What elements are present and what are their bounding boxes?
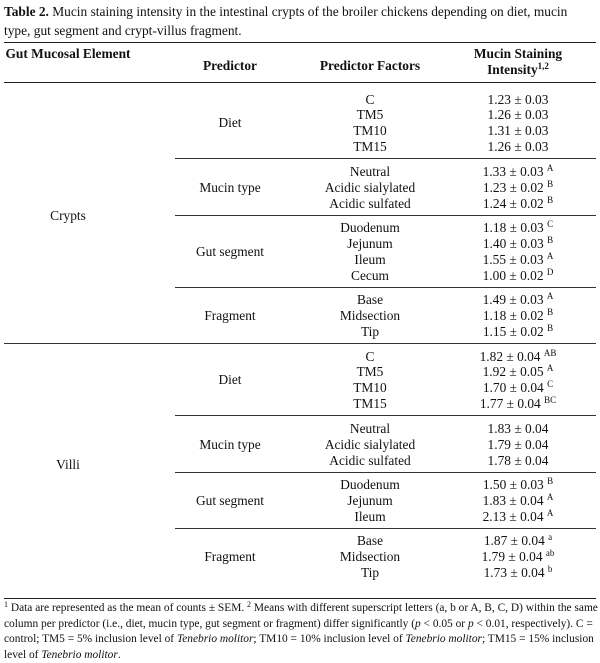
value-text: 1.77 ± 0.04 xyxy=(479,396,541,412)
section-divider xyxy=(4,343,596,344)
value-text: 1.00 ± 0.02 xyxy=(482,267,544,283)
predictor-factor: TM10 xyxy=(353,123,387,139)
predictor-factor: TM15 xyxy=(353,139,387,155)
predictor-factor: Midsection xyxy=(339,308,401,324)
mucin-staining-value xyxy=(453,268,583,284)
predictor-factor: Tip xyxy=(360,565,380,581)
footnote-text-3: < 0.05 or xyxy=(420,617,468,630)
significance-superscript: A xyxy=(546,507,554,518)
footnote-p-2: p xyxy=(467,617,474,630)
value-text: 1.15 ± 0.02 xyxy=(482,324,544,339)
value-text: 1.18 ± 0.02 xyxy=(482,308,544,324)
predictor-factor: Jejunum xyxy=(347,235,393,251)
value-text: 1.70 ± 0.04 xyxy=(482,380,544,396)
predictor-label: Mucin type xyxy=(199,179,261,195)
significance-superscript: B xyxy=(547,307,554,318)
significance-superscript: C xyxy=(547,219,554,229)
significance-superscript: AB xyxy=(543,347,557,358)
predictor-factor: Ileum xyxy=(354,508,386,524)
mucin-staining-value xyxy=(453,324,583,340)
footnote-text-2: Means with different superscript letters (a, b or A, B, C, D) within the same column per predictor (i.e., diet, mucin type, gut segment or fragment) differ significantly ( xyxy=(4,602,598,630)
predictor-factor: TM5 xyxy=(356,364,384,380)
predictor-factor: Ileum xyxy=(354,251,386,267)
value-text: 1.23 ± 0.03 xyxy=(487,91,549,107)
group-divider xyxy=(175,158,596,159)
predictor-factor: TM10 xyxy=(353,380,387,396)
value-text: 1.79 ± 0.04 xyxy=(481,549,543,565)
bottom-rule xyxy=(4,598,596,599)
group-divider xyxy=(175,472,596,473)
predictor-factor: Acidic sulfated xyxy=(329,452,411,468)
significance-superscript: A xyxy=(546,291,554,302)
header-gut-mucosal-element: Gut Mucosal Element xyxy=(5,46,131,61)
header-intensity-sup: 1,2 xyxy=(537,61,549,71)
footnote-text-1: Data are represented as the mean of counts ± SEM. xyxy=(8,602,248,614)
mucin-staining-value xyxy=(453,196,583,212)
significance-superscript: A xyxy=(546,363,554,374)
predictor-label: Fragment xyxy=(204,549,256,565)
footnote-species-2: Tenebrio molitor xyxy=(405,633,482,645)
value-text: 1.18 ± 0.03 xyxy=(482,220,544,235)
value-text: 1.79 ± 0.04 xyxy=(487,436,549,452)
value-text: 1.55 ± 0.03 xyxy=(482,251,544,267)
footnote-p-1: p xyxy=(415,617,421,630)
element-label: Villi xyxy=(56,456,80,472)
footnote-sup-1: 1 xyxy=(4,600,8,609)
predictor-label: Fragment xyxy=(204,308,256,324)
mucin-staining-value xyxy=(453,236,583,252)
mucin-staining-value xyxy=(453,364,583,380)
footnote-sup-2: 2 xyxy=(247,600,252,609)
mucin-staining-value xyxy=(453,421,583,437)
mucin-staining-value xyxy=(453,549,583,565)
significance-superscript: D xyxy=(546,266,554,277)
value-text: 1.50 ± 0.03 xyxy=(482,477,544,492)
value-text: 1.33 ± 0.03 xyxy=(482,163,544,179)
mucin-staining-value xyxy=(453,509,583,525)
footnote-species-3: Tenebrio molitor xyxy=(41,648,118,661)
value-text: 1.92 ± 0.05 xyxy=(482,364,544,380)
significance-superscript: B xyxy=(547,234,554,245)
predictor-factor: Midsection xyxy=(339,549,401,565)
predictor-factor: TM15 xyxy=(353,396,387,412)
predictor-factor: Duodenum xyxy=(340,477,400,492)
value-text: 1.26 ± 0.03 xyxy=(487,107,549,123)
significance-superscript: B xyxy=(547,323,554,333)
value-text: 1.24 ± 0.02 xyxy=(482,195,544,211)
group-divider xyxy=(175,415,596,416)
predictor-factor: TM5 xyxy=(356,107,384,123)
caption-label: Table 2. xyxy=(4,4,49,19)
footnote-text-5: ; TM10 = 10% inclusion level of xyxy=(253,633,406,645)
mucin-staining-value xyxy=(453,565,583,581)
mucin-staining-value xyxy=(453,180,583,196)
mucin-staining-value xyxy=(453,349,583,365)
value-text: 1.82 ± 0.04 xyxy=(479,348,541,364)
mucin-staining-value xyxy=(453,396,583,412)
predictor-label: Diet xyxy=(218,372,242,388)
footnote-text-7: . xyxy=(117,648,121,661)
predictor-factor: Tip xyxy=(360,324,380,339)
predictor-factor: Acidic sialylated xyxy=(324,179,416,195)
predictor-factor: Acidic sulfated xyxy=(329,195,411,211)
mucin-staining-value xyxy=(453,453,583,469)
predictor-label: Gut segment xyxy=(195,243,265,259)
predictor-factor: Jejunum xyxy=(347,492,393,508)
mucin-staining-value xyxy=(453,164,583,180)
table-caption xyxy=(4,2,596,40)
significance-superscript: B xyxy=(547,476,554,486)
significance-superscript: b xyxy=(547,564,553,575)
significance-superscript: A xyxy=(546,250,554,261)
significance-superscript: C xyxy=(547,379,554,390)
mucin-staining-value xyxy=(453,380,583,396)
value-text: 1.87 ± 0.04 xyxy=(483,533,545,549)
element-label: Crypts xyxy=(50,207,86,223)
predictor-factor: Neutral xyxy=(349,163,391,179)
value-text: 1.26 ± 0.03 xyxy=(487,139,549,155)
predictor-factor: Duodenum xyxy=(340,220,400,235)
predictor-label: Mucin type xyxy=(199,436,261,452)
mucin-staining-value xyxy=(453,107,583,123)
header-predictor: Predictor xyxy=(202,58,258,73)
caption-text: Mucin staining intensity in the intestinal crypts of the broiler chickens depending on diet, mucin type, gut segment and crypt-villus fragment. xyxy=(4,4,568,38)
group-divider xyxy=(175,528,596,529)
top-rule xyxy=(4,42,596,43)
value-text: 1.83 ± 0.04 xyxy=(482,492,544,508)
significance-superscript: A xyxy=(546,162,554,173)
mucin-staining-value xyxy=(453,533,583,549)
significance-superscript: A xyxy=(546,491,554,502)
predictor-factor: Base xyxy=(356,292,384,308)
group-divider xyxy=(175,215,596,216)
table-footnote xyxy=(4,601,598,663)
value-text: 1.73 ± 0.04 xyxy=(483,565,545,581)
mucin-staining-value xyxy=(453,477,583,493)
significance-superscript: ab xyxy=(545,548,555,559)
mucin-staining-value xyxy=(453,292,583,308)
header-predictor-factors: Predictor Factors xyxy=(319,58,421,73)
predictor-label: Diet xyxy=(218,115,242,131)
group-divider xyxy=(175,287,596,288)
significance-superscript: B xyxy=(547,178,554,189)
mucin-staining-value xyxy=(453,220,583,236)
footnote-species-1: Tenebrio molitor xyxy=(176,633,254,645)
predictor-factor: Neutral xyxy=(349,420,391,436)
value-text: 2.13 ± 0.04 xyxy=(482,508,544,524)
mucin-staining-value xyxy=(453,123,583,139)
predictor-factor: C xyxy=(365,91,375,107)
value-text: 1.40 ± 0.03 xyxy=(482,235,544,251)
footnote-text-4: < 0.01, respectively). C = control; TM5 = 5% inclusion level of xyxy=(4,617,593,645)
predictor-factor: Acidic sialylated xyxy=(324,436,416,452)
mucin-staining-value xyxy=(453,252,583,268)
value-text: 1.31 ± 0.03 xyxy=(487,123,549,139)
predictor-factor: Base xyxy=(356,533,384,549)
mucin-staining-value xyxy=(453,308,583,324)
predictor-factor: C xyxy=(365,348,375,364)
header-intensity-text: Mucin Staining Intensity xyxy=(473,46,563,77)
mucin-staining-value xyxy=(453,493,583,509)
predictor-factor: Cecum xyxy=(351,267,389,283)
mucin-staining-value xyxy=(453,437,583,453)
value-text: 1.23 ± 0.02 xyxy=(482,179,544,195)
significance-superscript: a xyxy=(548,532,553,543)
significance-superscript: B xyxy=(547,194,554,205)
mucin-staining-value xyxy=(453,139,583,155)
value-text: 1.49 ± 0.03 xyxy=(482,292,544,308)
significance-superscript: BC xyxy=(544,395,557,406)
header-rule xyxy=(4,82,596,83)
value-text: 1.78 ± 0.04 xyxy=(487,452,549,468)
value-text: 1.83 ± 0.04 xyxy=(487,420,549,436)
predictor-label: Gut segment xyxy=(195,492,265,508)
header-mucin-staining-intensity xyxy=(453,46,583,78)
footnote-text-6: ; TM15 = 15% inclusion level of xyxy=(4,633,594,661)
mucin-staining-value xyxy=(453,92,583,108)
